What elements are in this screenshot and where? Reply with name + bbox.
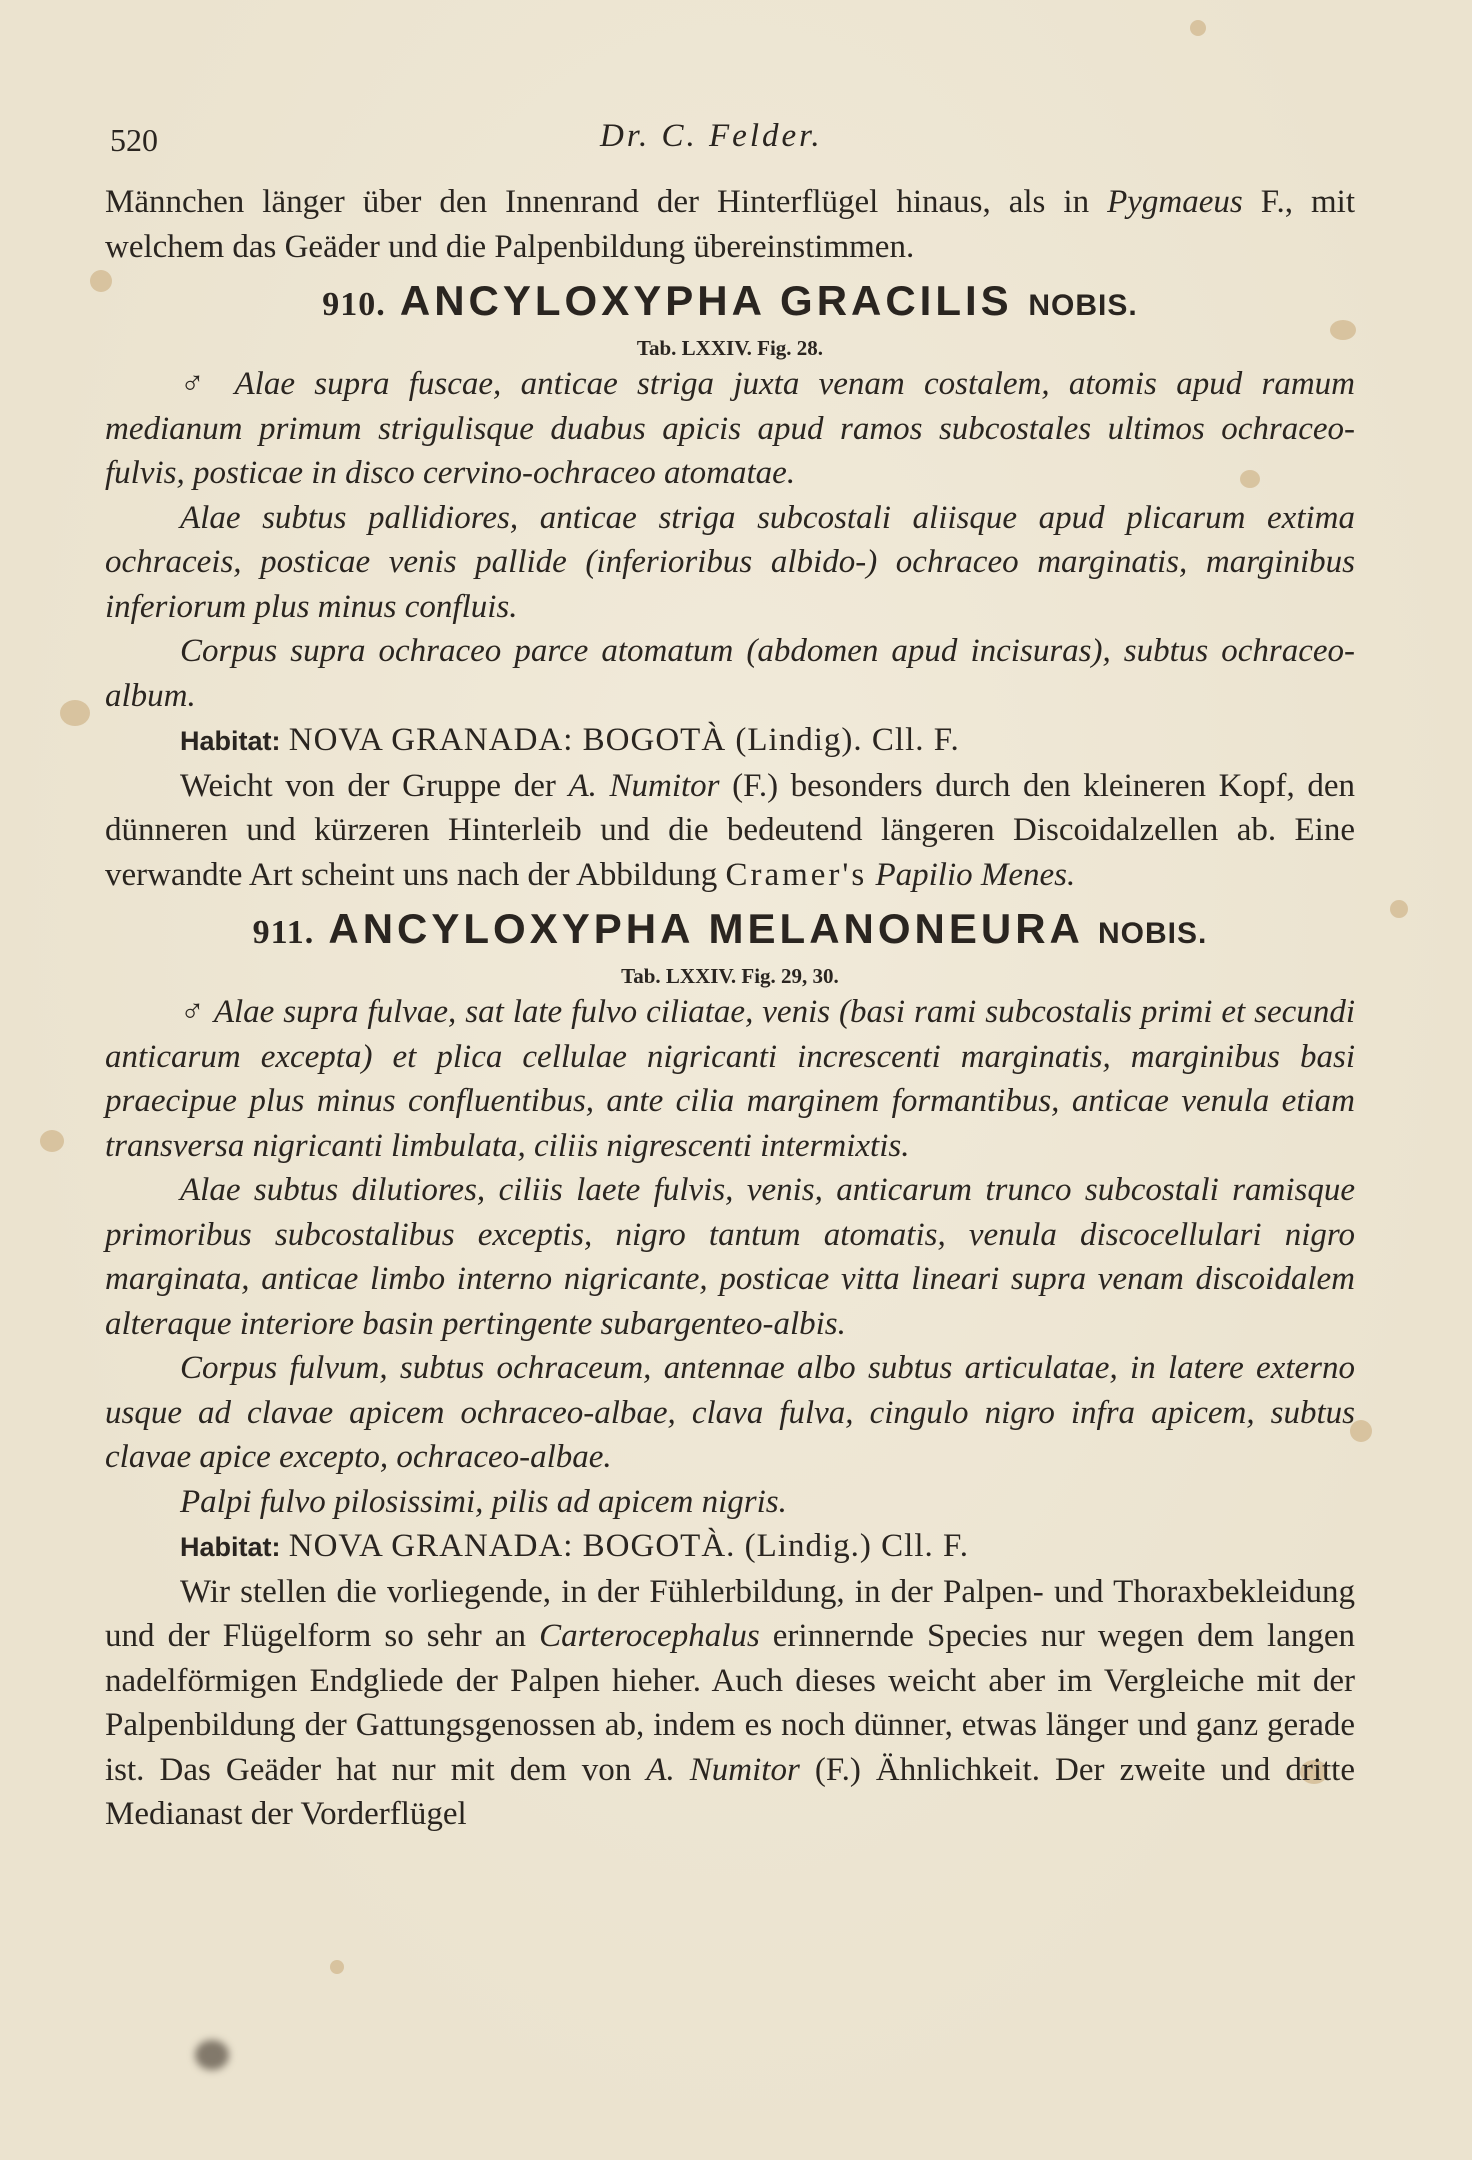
foxing-spot (60, 700, 90, 726)
description-paragraph: Corpus supra ochraceo parce atomatum (abdomen apud incisuras), subtus ochraceo-album. (105, 633, 1355, 714)
foxing-spot (40, 1130, 64, 1152)
species-910-heading (105, 273, 1355, 334)
description-paragraph: ♂ Alae supra fulvae, sat late fulvo ciliatae, venis (basi rami subcostalis primi et secundi anticarum excepta) et plica cellulae nigricanti increscenti marginatis, marginibus basi praecipue plus minus confluentibus, ante cilia marginem formantibus, anticae venula etiam transversa nigricanti limbulata, ciliis nigrescenti intermixtis. (105, 994, 1355, 1164)
habitat-text: NOVA GRANADA: BOGOTÀ. (Lindig.) Cll. F. (288, 1528, 969, 1564)
species-number: 911. (252, 914, 315, 951)
foxing-spot (1190, 20, 1206, 36)
plate-reference: Tab. LXXIV. Fig. 28. (636, 336, 824, 360)
description-paragraph: ♂ Alae supra fuscae, anticae striga juxta venam costalem, atomis apud ramum medianum primum strigulisque duabus apicis apud ramos subcostales ultimos ochraceo-fulvis, posticae in disco cervino-ochraceo atomatae. (105, 366, 1355, 491)
remark-paragraph: Wir stellen die vorliegende, in der Fühlerbildung, in der Palpen- und Thoraxbekleidung und der Flügelform so sehr an Carterocephalus erinnernde Species nur wegen dem langen nadelförmigen Endgliede der Palpen hieher. Auch dieses weicht aber im Vergleiche mit der Palpenbildung der Gattungsgenossen ab, indem es noch dünner, etwas länger und ganz gerade ist. Das Geäder hat nur mit dem von A. Numitor (F.) Ähnlichkeit. Der zweite und dritte Medianast der Vorderflügel (105, 1573, 1355, 1832)
species-name: ANCYLOXYPHA GRACILIS (399, 277, 1013, 324)
intro-paragraph: Männchen länger über den Innenrand der Hinterflügel hinaus, als in Pygmaeus F., mit welchem das Geäder und die Palpenbildung übereinstimmen. (105, 184, 1355, 265)
page-number: 520 (110, 122, 158, 158)
description-paragraph: Palpi fulvo pilosissimi, pilis ad apicem nigris. (180, 1483, 787, 1520)
foxing-spot (330, 1960, 344, 1974)
habitat-line (105, 718, 1355, 764)
page-header (110, 118, 1360, 158)
species-911-heading (105, 901, 1355, 962)
remark-paragraph: Weicht von der Gruppe der A. Numitor (F.) besonders durch den kleineren Kopf, den dünneren und kürzeren Hinterleib und die bedeutend längeren Discoidalzellen ab. Eine verwandte Art scheint uns nach der Abbildung Cramer's Papilio Menes. (105, 767, 1355, 893)
body-text (105, 180, 1355, 1837)
plate-reference: Tab. LXXIV. Fig. 29, 30. (621, 964, 839, 988)
habitat-line (105, 1524, 1355, 1570)
species-author: NOBIS. (1097, 917, 1208, 950)
species-number: 910. (322, 286, 386, 323)
ink-blot (195, 2040, 229, 2070)
habitat-text: NOVA GRANADA: BOGOTÀ (Lindig). Cll. F. (288, 722, 960, 758)
description-paragraph: Alae subtus dilutiores, ciliis laete fulvis, venis, anticarum trunco subcostali ramisque primoribus subcostalibus exceptis, nigro tantum atomatis, venula discocellulari nigro marginata, anticae limbo interno nigricante, posticae vitta lineari supra venam discoidalem alteraque interiore basin pertingente subargenteo-albis. (105, 1172, 1355, 1342)
foxing-spot (1390, 900, 1408, 918)
running-head: Dr. C. Felder. (600, 118, 823, 154)
description-paragraph: Corpus fulvum, subtus ochraceum, antennae albo subtus articulatae, in latere externo usque ad clavae apicem ochraceo-albae, clava fulva, cingulo nigro infra apicem, subtus clavae apice excepto, ochraceo-albae. (105, 1350, 1355, 1475)
species-author: NOBIS. (1028, 289, 1138, 322)
species-name: ANCYLOXYPHA MELANONEURA (328, 905, 1083, 952)
habitat-label: Habitat: (180, 1532, 281, 1562)
habitat-label: Habitat: (180, 726, 281, 756)
description-paragraph: Alae subtus pallidiores, anticae striga subcostali aliisque apud plicarum extima ochraceis, posticae venis pallide (inferioribus albido-) ochraceo marginatis, marginibus inferiorum plus minus confluis. (105, 499, 1355, 625)
